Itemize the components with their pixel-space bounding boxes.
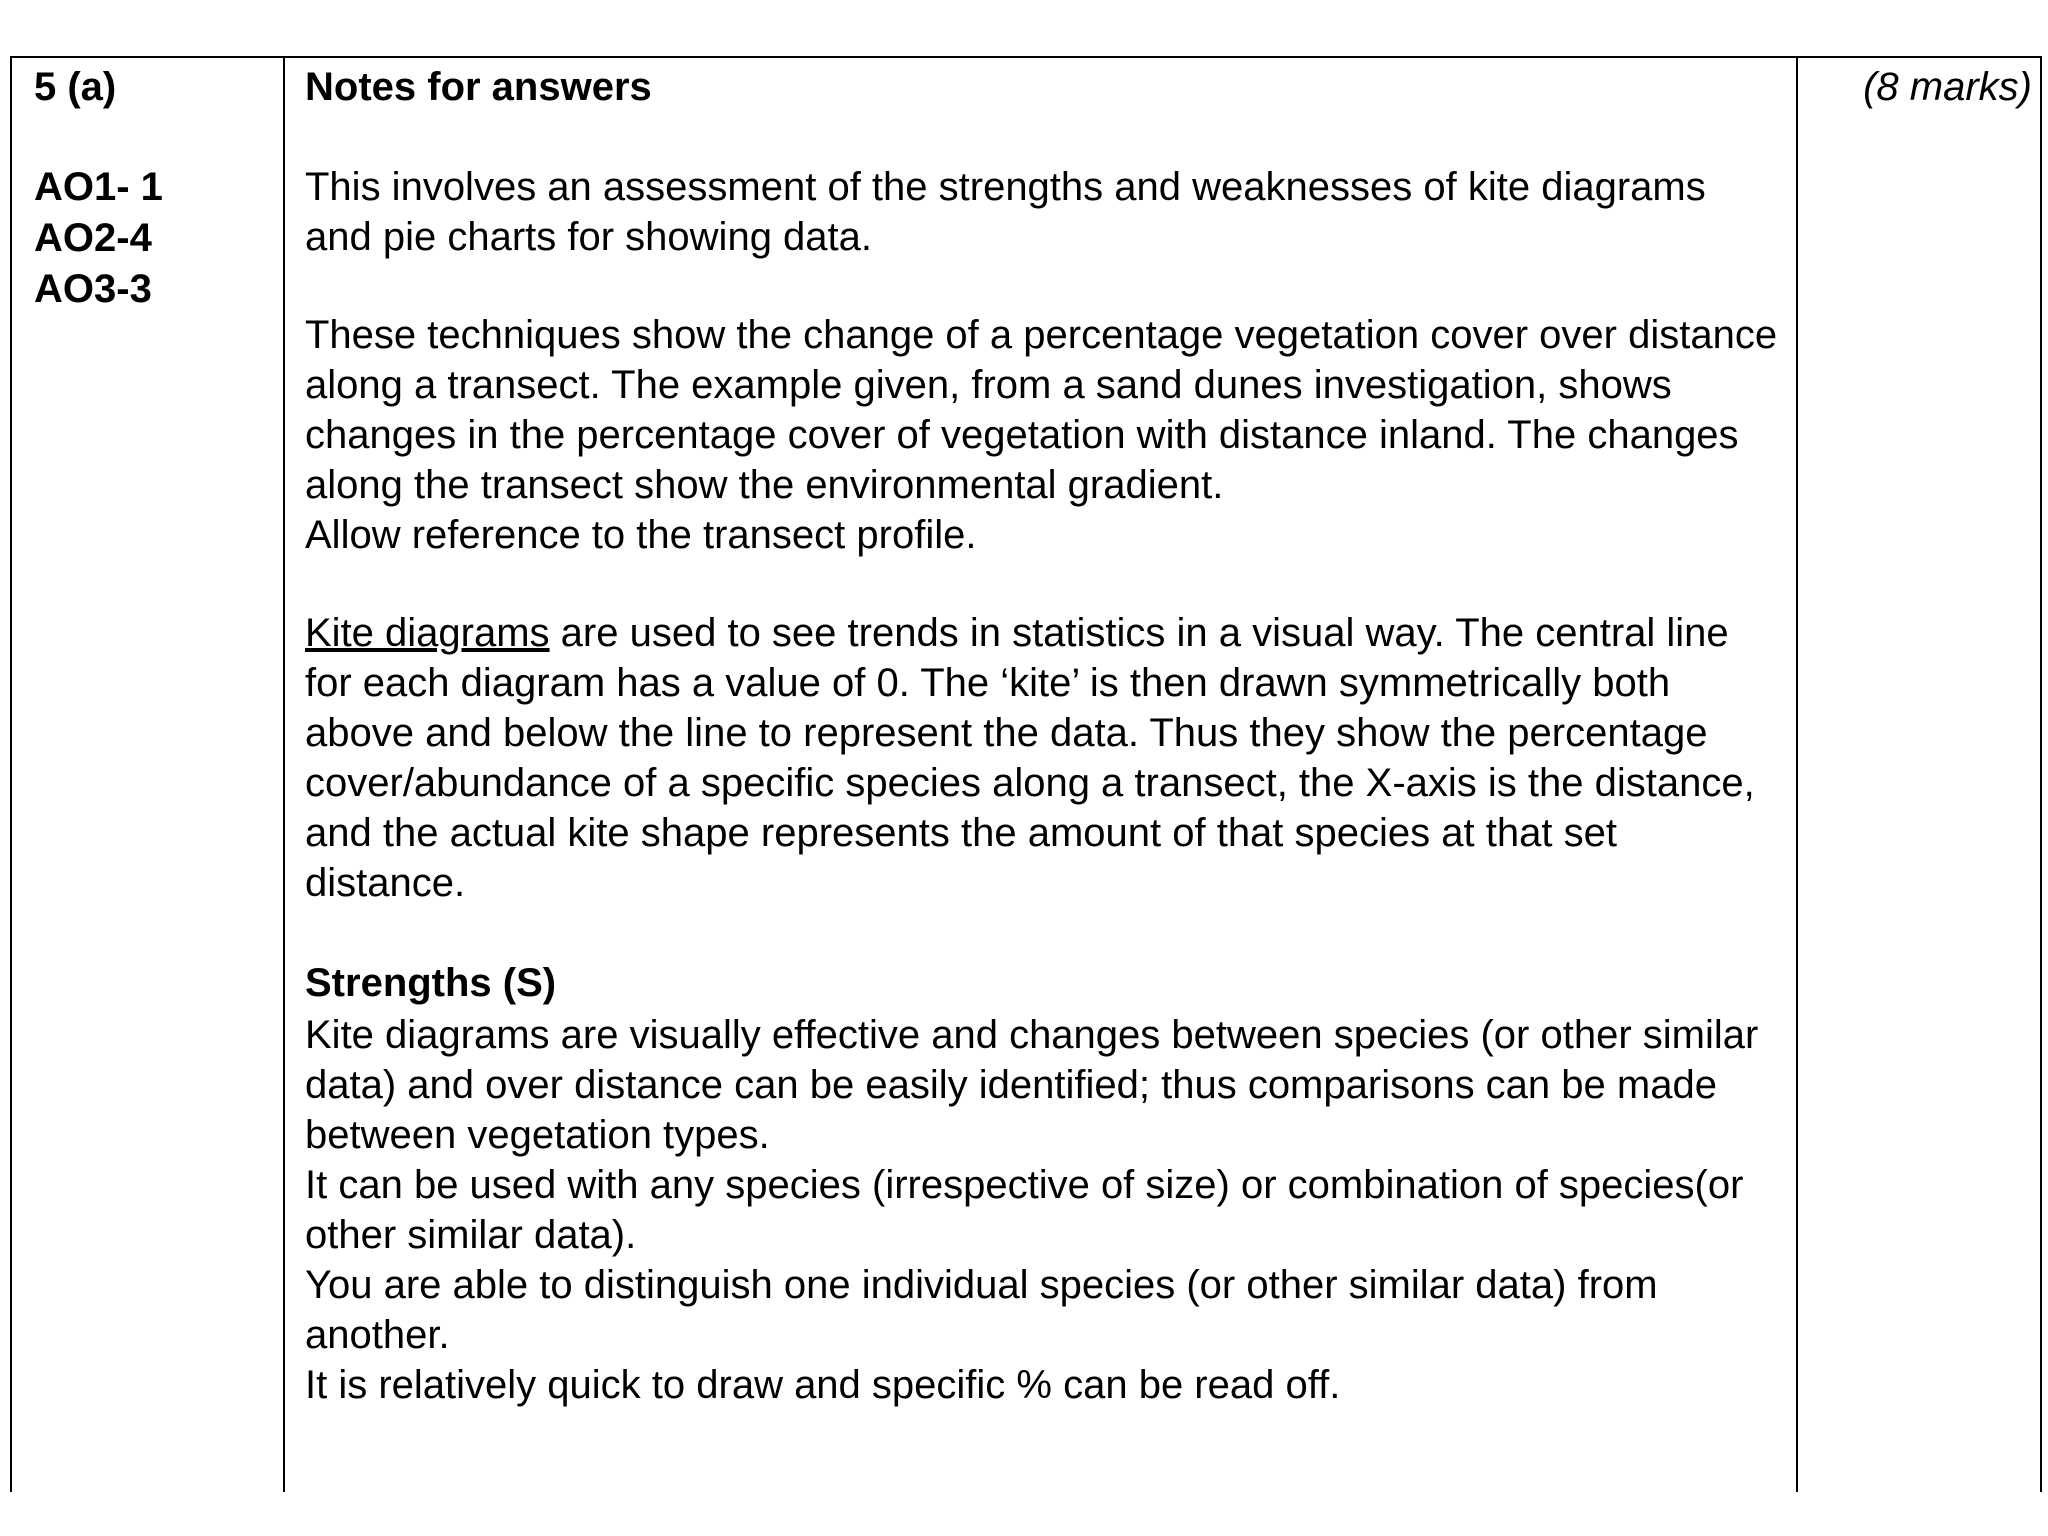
strength-item: You are able to distinguish one individual species (or other similar data) from another. — [305, 1263, 1658, 1357]
intro-paragraph: This involves an assessment of the strengths and weaknesses of kite diagrams and pie charts for showing data. — [305, 165, 1706, 259]
strength-item: It can be used with any species (irrespective of size) or combination of species(or other similar data). — [305, 1163, 1744, 1257]
strength-item: Kite diagrams are visually effective and changes between species (or other similar data) and over distance can be easily identified; thus comparisons can be made between vegetation types. — [305, 1013, 1759, 1157]
kite-diagrams-term: Kite diagrams — [305, 611, 550, 655]
notes-content — [305, 60, 1780, 1410]
kite-paragraph — [305, 608, 1780, 908]
assessment-objectives — [34, 162, 163, 315]
ao-item: AO1- 1 — [34, 165, 163, 209]
ao-item: AO2-4 — [34, 216, 152, 260]
kite-description: are used to see trends in statistics in a visual way. The central line for each diagram has a value of 0. The ‘kite’ is then drawn symmetrically both above and below the line to represent the data. Thus they show the percentage cover/abundance of a specific species along a transect, the X-axis is the distance, and the actual kite shape represents the amount of that species at that set distance. — [305, 611, 1755, 905]
ao-item: AO3-3 — [34, 267, 152, 311]
techniques-paragraph: These techniques show the change of a percentage vegetation cover over distance along a transect. The example given, from a sand dunes investigation, shows changes in the percentage cover of vegetation with distance inland. The changes along the transect show the environmental gradient. — [305, 313, 1778, 507]
allow-note: Allow reference to the transect profile. — [305, 513, 977, 557]
question-number: 5 (a) — [34, 65, 117, 109]
column-divider-right — [1796, 58, 1798, 1492]
marks-available: (8 marks) — [1863, 65, 2032, 109]
mark-scheme-table — [10, 56, 2042, 1492]
column-divider-left — [283, 58, 285, 1492]
notes-heading: Notes for answers — [305, 65, 652, 109]
strengths-heading: Strengths (S) — [305, 961, 557, 1005]
strength-item: It is relatively quick to draw and specific % can be read off. — [305, 1363, 1341, 1407]
